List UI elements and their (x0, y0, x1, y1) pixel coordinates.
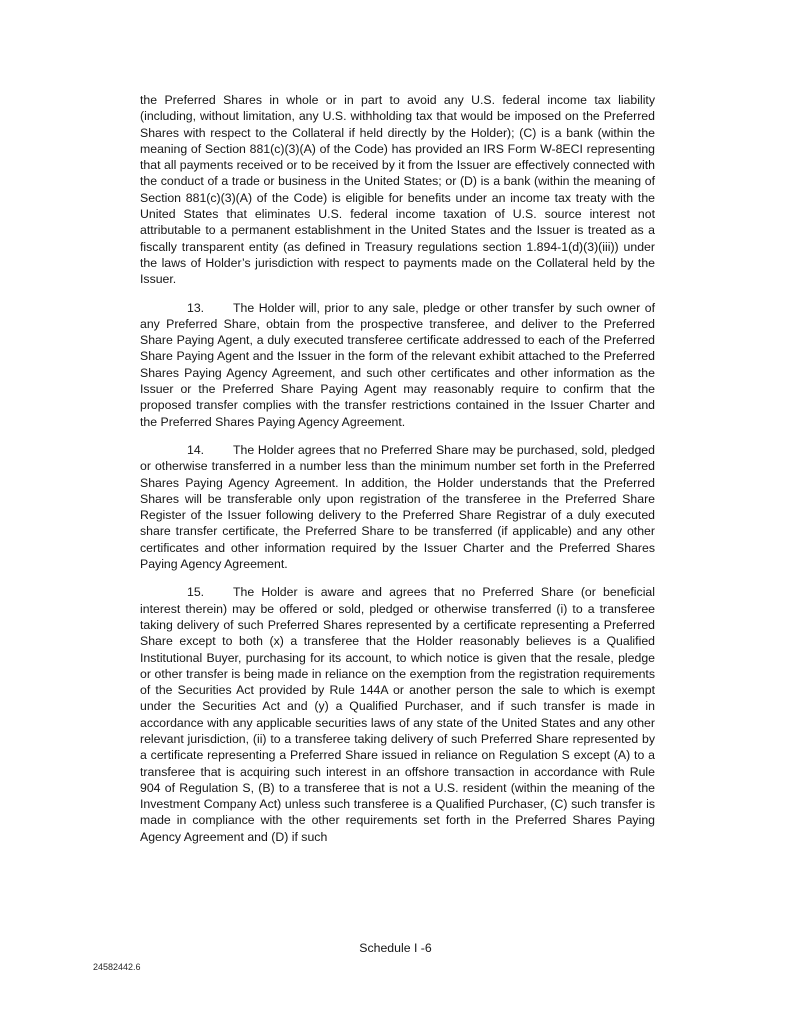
paragraph-text: the Preferred Shares in whole or in part to avoid any U.S. federal income tax liability (including, without limitation, any U.S. withholding tax that would be imposed on the Preferred Shares with respect to the Collateral if held directly by the Holder); (C) is a bank (within the meaning of Section 881(c)(3)(A) of the Code) has provided an IRS Form W-8ECI representing that all payments received or to be received by it from the Issuer are effectively connected with the conduct of a trade or business in the United States; or (D) is a bank (within the meaning of Section 881(c)(3)(A) of the Code) is eligible for benefits under an income tax treaty with the United States that eliminates U.S. federal income taxation of U.S. source interest not attributable to a permanent establishment in the United States and the Issuer is treated as a fiscally transparent entity (as defined in Treasury regulations section 1.894-1(d)(3)(iii)) under the laws of Holder’s jurisdiction with respect to payments made on the Collateral held by the Issuer. (140, 93, 655, 287)
document-body (140, 92, 655, 857)
paragraph-15 (140, 584, 655, 845)
paragraph-text: The Holder agrees that no Preferred Share may be purchased, sold, pledged or otherwise transferred in a number less than the minimum number set forth in the Preferred Shares Paying Agency Agreement. In addition, the Holder understands that the Preferred Shares will be transferable only upon registration of the transferee in the Preferred Share Register of the Issuer following delivery to the Preferred Share Registrar of a duly executed share transfer certificate, the Preferred Share to be transferred (if applicable) and any other certificates and other information required by the Issuer Charter and the Preferred Shares Paying Agency Agreement. (140, 442, 655, 572)
paragraph-continuation (140, 92, 655, 288)
paragraph-number: 14. (187, 442, 205, 457)
paragraph-number: 15. (187, 585, 205, 600)
paragraph-14 (140, 442, 655, 572)
paragraph-number: 13. (187, 300, 205, 315)
page-footer-document-number: 24582442.6 (93, 962, 141, 972)
paragraph-text: The Holder will, prior to any sale, pledge or other transfer by such owner of any Preferred Share, obtain from the prospective transferee, and deliver to the Preferred Share Paying Agent, a duly executed transferee certificate addressed to each of the Preferred Share Paying Agent and the Issuer in the form of the relevant exhibit attached to the Preferred Shares Paying Agency Agreement, and such other certificates and other information as the Issuer or the Preferred Share Paying Agent may reasonably require to confirm that the proposed transfer complies with the transfer restrictions contained in the Issuer Charter and the Preferred Shares Paying Agency Agreement. (140, 300, 655, 429)
paragraph-text: The Holder is aware and agrees that no Preferred Share (or beneficial interest therein) may be offered or sold, pledged or otherwise transferred (i) to a transferee taking delivery of such Preferred Shares represented by a certificate representing a Preferred Share except to both (x) a transferee that the Holder reasonably believes is a Qualified Institutional Buyer, purchasing for its account, to which notice is given that the resale, pledge or other transfer is being made in reliance on the exemption from the registration requirements of the Securities Act provided by Rule 144A or another person the sale to which is exempt under the Securities Act and (y) a Qualified Purchaser, and if such transfer is made in accordance with any applicable securities laws of any state of the United States and any other relevant jurisdiction, (ii) to a transferee taking delivery of such Preferred Share represented by a certificate representing a Preferred Share issued in reliance on Regulation S except (A) to a transferee that is acquiring such interest in an offshore transaction in accordance with Rule 904 of Regulation S, (B) to a transferee that is not a U.S. resident (within the meaning of the Investment Company Act) unless such transferee is a Qualified Purchaser, (C) such transfer is made in compliance with the other requirements set forth in the Preferred Shares Paying Agency Agreement and (D) if such (140, 585, 655, 844)
paragraph-13 (140, 300, 655, 430)
page-footer-schedule-label: Schedule I -6 (359, 941, 432, 955)
